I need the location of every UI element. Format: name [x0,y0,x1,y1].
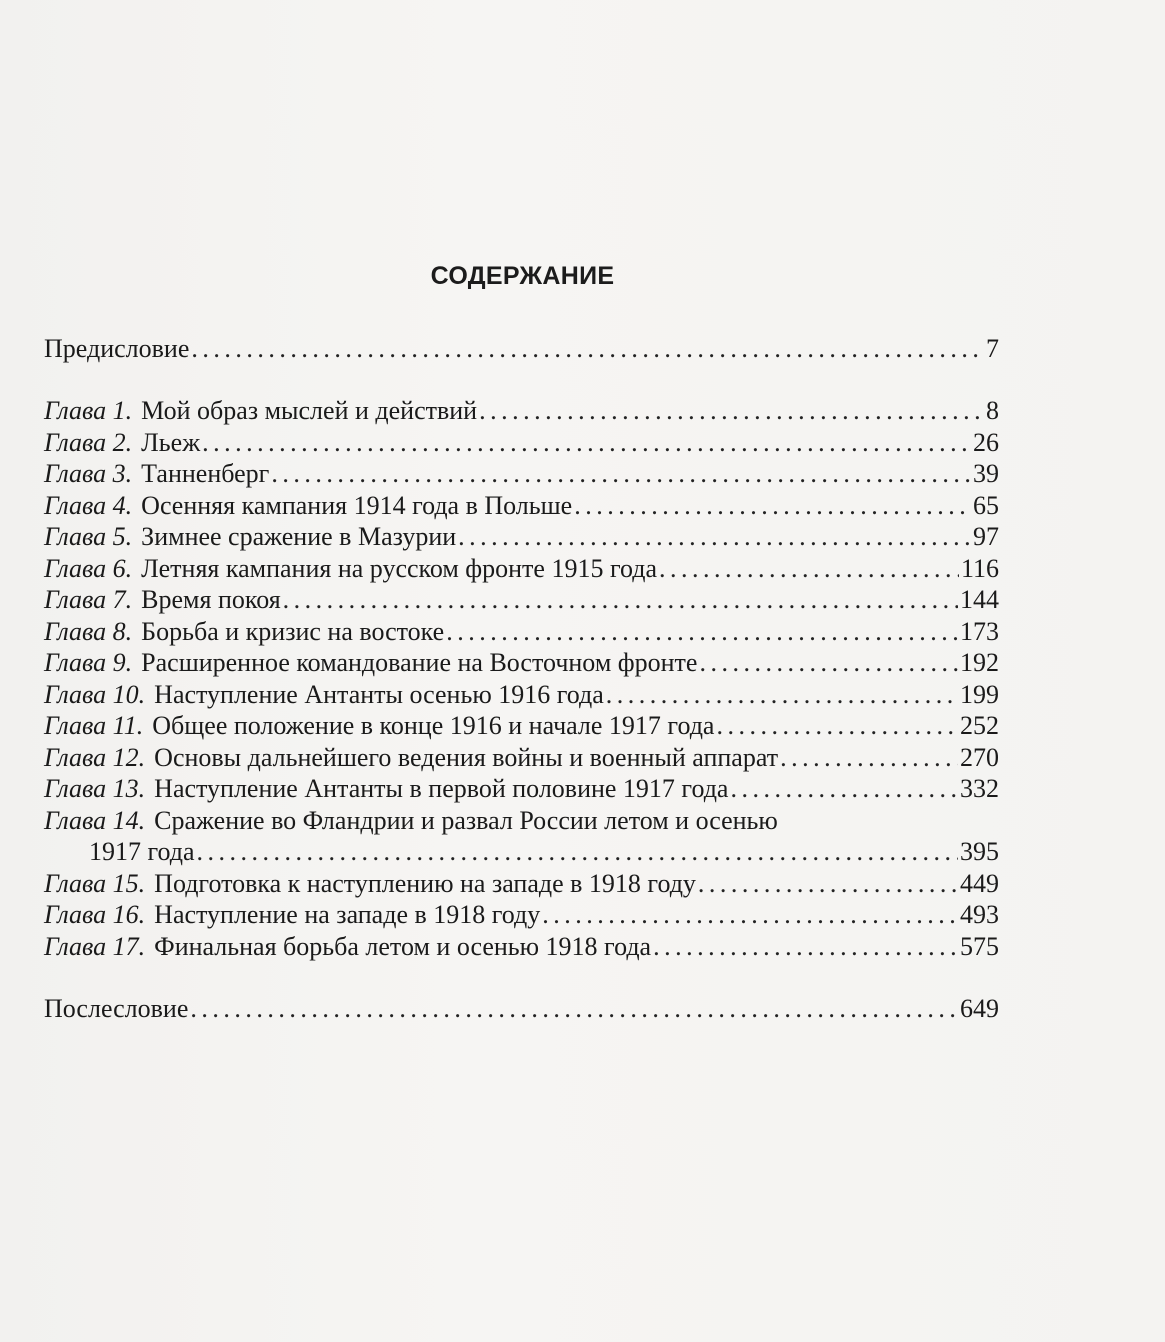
toc-chapter-label: Глава 8. [44,617,133,646]
toc-page-number: 26 [973,428,999,457]
toc-page-number: 575 [960,932,999,961]
toc-page-number: 173 [960,617,999,646]
toc-entry-text: Общее положение в конце 1916 и начале 1917 года [152,711,715,740]
toc-entry-chapter-8 [44,617,999,649]
toc-chapter-label: Глава 7. [44,585,133,614]
leader-dots [730,774,958,804]
toc-chapter-label: Глава 2. [44,428,133,457]
toc-chapter-label: Глава 11. [44,711,144,740]
leader-dots [606,680,958,710]
toc-chapter-label: Глава 4. [44,491,133,520]
leader-dots [458,522,971,552]
toc-page-number: 270 [960,743,999,772]
toc-entry-chapter-5 [44,522,999,554]
toc-entry-text: Танненберг [141,459,270,488]
toc-chapter-label: Глава 6. [44,554,133,583]
leader-dots [653,932,958,962]
leader-dots [574,491,971,521]
toc-chapter-label: Глава 3. [44,459,133,488]
toc-entry-chapter-6 [44,554,999,586]
toc-page-number: 192 [960,648,999,677]
leader-dots [698,869,958,899]
leader-dots [190,994,958,1024]
leader-dots [659,554,959,584]
toc-entry-chapter-15 [44,869,999,901]
toc-entry-afterword [44,994,999,1026]
toc-chapter-label: Глава 15. [44,869,146,898]
toc-page-number: 97 [973,522,999,551]
toc-entry-text: Предисловие [44,334,190,363]
toc-entry-chapter-2 [44,428,999,460]
toc-entry-chapter-16 [44,900,999,932]
toc-page-number: 116 [960,554,999,583]
toc-page-number: 649 [960,994,999,1023]
toc-entry-chapter-14-continued [44,837,999,869]
leader-dots [479,396,984,426]
toc-entry-text: Сражение во Фландрии и развал России летом и осенью [154,806,778,835]
toc-page-number: 39 [973,459,999,488]
toc-entry-chapter-4 [44,491,999,523]
toc-entry-text: Время покоя [141,585,281,614]
toc-entry-text: Основы дальнейшего ведения войны и военный аппарат [154,743,779,772]
toc-entry-chapter-11 [44,711,999,743]
leader-dots [446,617,958,647]
toc-page-number: 493 [960,900,999,929]
toc-chapter-label: Глава 14. [44,806,146,835]
toc-chapter-label: Глава 12. [44,743,146,772]
toc-page-number: 332 [960,774,999,803]
toc-entry-chapter-7 [44,585,999,617]
toc-page-number: 449 [960,869,999,898]
toc-page-number: 7 [986,334,999,363]
toc-entry-text: Наступление на западе в 1918 году [154,900,541,929]
toc-page-number: 199 [960,680,999,709]
toc-entry-text: Расширенное командование на Восточном фронте [141,648,698,677]
toc-entry-text: Зимнее сражение в Мазурии [141,522,457,551]
toc-entry-text: Послесловие [44,994,189,1023]
toc-entry-preface [44,334,999,366]
leader-dots [780,743,958,773]
toc-entry-text: Наступление Антанты осенью 1916 года [154,680,604,709]
toc-entry-chapter-1 [44,396,999,428]
toc-chapter-label: Глава 9. [44,648,133,677]
leader-dots [283,585,958,615]
leader-dots [271,459,971,489]
toc-entry-chapter-17 [44,932,999,964]
toc-entry-text: Подготовка к наступлению на западе в 1918 году [154,869,696,898]
toc-entry-text: Осенняя кампания 1914 года в Польше [141,491,573,520]
toc-chapter-label: Глава 16. [44,900,146,929]
toc-page-number: 252 [960,711,999,740]
toc-entry-text: Льеж [141,428,201,457]
toc-entry-chapter-12 [44,743,999,775]
toc-entry-chapter-13 [44,774,999,806]
toc-chapter-label: Глава 1. [44,396,133,425]
toc-page-number: 8 [986,396,999,425]
toc-entry-chapter-14 [44,806,999,838]
toc-chapter-label: Глава 13. [44,774,146,803]
toc-chapter-label: Глава 10. [44,680,146,709]
toc-entry-text: Летняя кампания на русском фронте 1915 года [141,554,657,583]
toc-entry-text: Мой образ мыслей и действий [141,396,478,425]
leader-dots [197,837,958,867]
toc-chapter-label: Глава 17. [44,932,146,961]
toc-entry-chapter-3 [44,459,999,491]
leader-dots [542,900,958,930]
leader-dots [699,648,958,678]
toc-page-number: 144 [960,585,999,614]
toc-entry-text-continued: 1917 года [89,837,195,866]
page-title: СОДЕРЖАНИЕ [430,262,615,290]
toc-chapter-label: Глава 5. [44,522,133,551]
toc-entry-text: Наступление Антанты в первой половине 1917 года [154,774,729,803]
toc-entry-text: Финальная борьба летом и осенью 1918 года [154,932,652,961]
leader-dots [202,428,971,458]
leader-dots [716,711,958,741]
toc-entry-chapter-10 [44,680,999,712]
toc-page-number: 65 [973,491,999,520]
toc-page-number: 395 [960,837,999,866]
toc-entry-chapter-9 [44,648,999,680]
toc-entry-text: Борьба и кризис на востоке [141,617,445,646]
leader-dots [191,334,984,364]
